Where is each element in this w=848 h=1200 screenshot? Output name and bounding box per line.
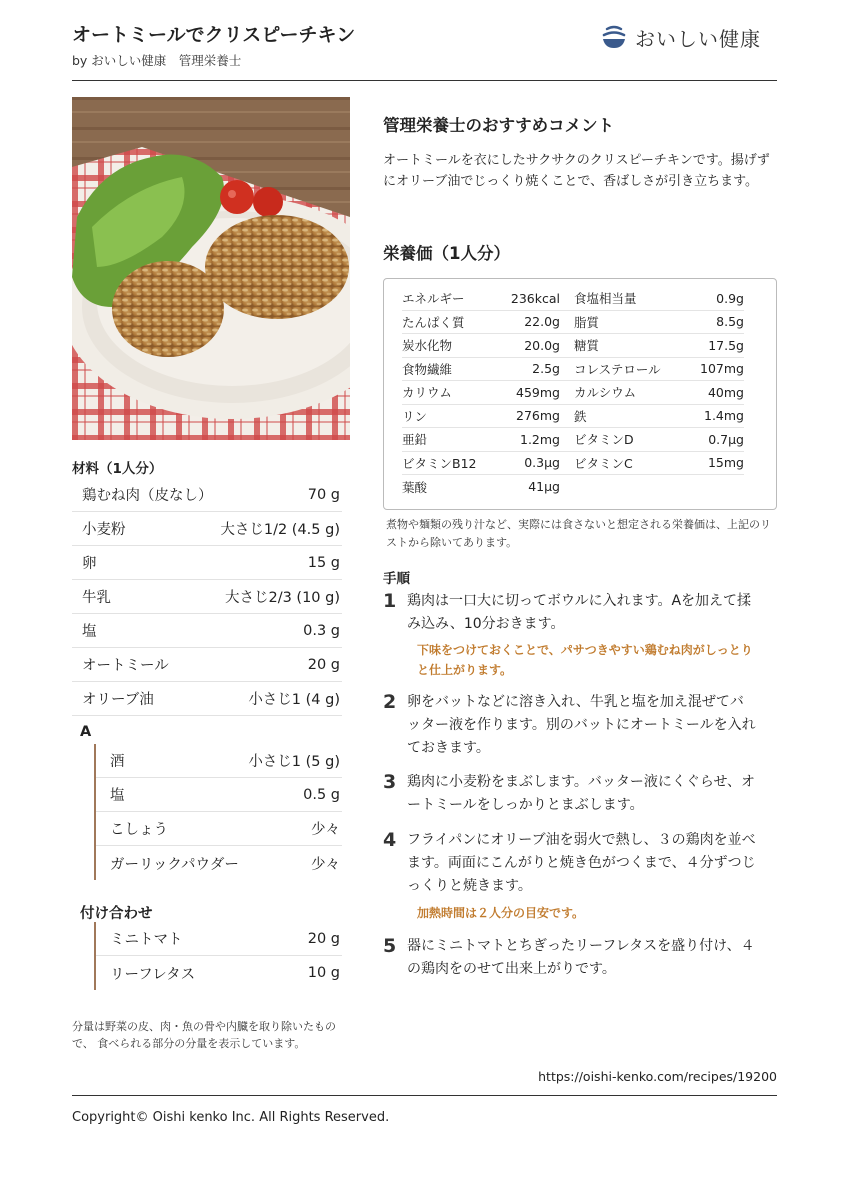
step-tip: 加熱時間は２人分の目安です。 [417,906,585,920]
nutrient-value: 22.0g [524,314,560,330]
ingredient-group-label: 付け合わせ [80,906,153,922]
ingredient-name: 酒 [110,754,125,770]
ingredient-amount: 小さじ1 (5 g) [248,754,340,770]
ingredients-list [72,478,342,990]
nutrient-name: リン [402,408,428,424]
nutrient-value: 276mg [516,408,560,424]
steps-heading: 手順 [383,571,410,587]
ingredient-row [96,956,342,990]
ingredient-name: 牛乳 [82,590,111,606]
ingredient-row [72,512,342,546]
ingredient-name: オートミール [82,658,169,674]
step-text: 鶏肉に小麦粉をまぶします。バッター液にくぐらせ、オートミールをしっかりとまぶします。 [407,774,756,813]
nutrition-row [402,287,760,311]
ingredient-name: 塩 [82,624,97,640]
step-number: 4 [383,829,397,851]
ingredient-name: ガーリックパウダー [110,856,239,873]
ingredient-amount: 20 g [307,930,340,947]
nutrient-name: カルシウム [574,385,637,401]
nutrient-value: 1.2mg [520,431,560,447]
nutrient-name: 炭水化物 [402,338,453,354]
step-tip: 下味をつけておくことで、パサつきやすい鶏むね肉がしっとりと仕上がります。 [417,643,753,677]
nutrient-name: たんぱく質 [402,314,465,330]
step-number: 1 [383,590,397,612]
ingredient-amount: 少々 [311,856,340,873]
step-text: フライパンにオリーブ油を弱火で熱し、３の鶏肉を並べます。両面にこんがりと焼き色がつくまで、４分ずつじっくりと焼きます。 [407,832,756,894]
footer-divider [72,1095,777,1096]
nutrition-row [402,334,760,358]
nutrient-value: 40mg [707,384,744,400]
nutrient-name: 亜鉛 [402,432,428,448]
step-text: 卵をバットなどに溶き入れ、牛乳と塩を加え混ぜてバッター液を作ります。別のバットにオートミールを入れておきます。 [407,694,756,756]
nutrient-name: ビタミンB12 [402,455,477,471]
nutrition-table [383,278,777,510]
recipe-url-link[interactable]: https://oishi-kenko.com/recipes/19200 [538,1069,777,1084]
nutrition-note: 煮物や麺類の残り汁など、実際には食さないと想定される栄養価は、上記のリストから除いてあります。 [386,518,771,549]
nutrient-value: 2.5g [532,361,560,377]
byline: by おいしい健康 管理栄養士 [72,53,242,68]
nutrient-name: ビタミンC [574,455,633,471]
step-text: 鶏肉は一口大に切ってボウルに入れます。Aを加えて揉み込み、10分おきます。 [407,593,752,632]
ingredient-amount: 少々 [311,822,340,838]
nutrition-row [402,452,760,476]
nutrient-name: 食塩相当量 [574,291,637,307]
ingredient-row [96,778,342,812]
nutrient-name: コレステロール [574,361,661,377]
nutrient-name: 葉酸 [402,479,428,495]
nutrient-value: 0.9g [716,290,744,306]
nutrient-value: 20.0g [524,337,560,353]
brand-logo[interactable] [601,20,761,54]
nutrient-value: 107mg [700,361,744,377]
ingredient-group-side [94,922,342,990]
comment-text: オートミールを衣にしたサクサクのクリスピーチキンです。揚げずにオリーブ油でじっくり焼くことで、香ばしさが引き立ちます。 [383,153,770,189]
nutrient-name: 食物繊維 [402,361,453,377]
ingredient-row [72,682,342,716]
ingredients-heading: 材料（1人分） [72,461,163,477]
nutrition-heading: 栄養価（1人分） [383,244,510,263]
ingredient-amount: 小さじ1 (4 g) [248,692,340,708]
nutrient-name: カリウム [402,385,452,401]
ingredient-name: 塩 [110,788,125,804]
ingredient-row [72,478,342,512]
ingredient-row [96,744,342,778]
nutrient-name: エネルギー [402,291,465,307]
ingredient-row [96,922,342,956]
ingredient-amount: 20 g [307,656,340,673]
ingredient-name: リーフレタス [110,966,196,983]
ingredient-name: こしょう [110,822,168,838]
ingredient-group-label: A [80,724,92,740]
ingredient-name: 鶏むね肉（皮なし） [82,488,213,504]
ingredient-amount: 10 g [307,965,340,981]
nutrient-value: 236kcal [510,290,560,306]
logo-text: おいしい健康 [635,26,761,51]
ingredient-amount: 0.3 g [303,622,340,639]
nutrient-value: 41µg [528,479,560,495]
nutrient-value: 8.5g [716,314,744,330]
ingredient-row [72,614,342,648]
header-divider [72,80,777,81]
nutrition-row [402,381,760,405]
page-title: オートミールでクリスピーチキン [72,24,356,46]
nutrient-value: 459mg [516,384,560,400]
nutrient-value: 17.5g [708,337,744,353]
bowl-logo-icon [601,24,627,50]
ingredient-amount: 70 g [307,486,340,503]
ingredient-group-a [94,744,342,880]
ingredient-row [72,648,342,682]
recipe-photo [72,97,350,440]
nutrient-name: 鉄 [574,408,587,424]
ingredient-name: 小麦粉 [82,522,126,538]
nutrition-row [402,358,760,382]
nutrition-row [402,475,760,499]
ingredient-row [72,546,342,580]
comment-heading: 管理栄養士のおすすめコメント [383,116,615,135]
ingredient-amount: 15 g [307,554,340,571]
nutrient-value: 0.3µg [524,455,560,471]
ingredient-name: ミニトマト [110,932,183,948]
step-number: 2 [383,691,397,713]
ingredient-amount: 0.5 g [303,786,340,803]
ingredient-row [96,812,342,846]
ingredient-amount: 大さじ1/2 (4.5 g) [220,522,340,538]
nutrition-row [402,405,760,429]
ingredient-row [96,846,342,880]
nutrient-name: ビタミンD [574,432,634,448]
ingredient-name: オリーブ油 [82,692,154,708]
nutrient-value: 1.4mg [704,408,744,424]
ingredient-name: 卵 [82,556,97,572]
nutrient-value: 15mg [707,455,744,471]
step-text: 器にミニトマトとちぎったリーフレタスを盛り付け、４の鶏肉をのせて出来上がりです。 [407,938,755,977]
step-number: 5 [383,935,397,957]
step-number: 3 [383,771,397,793]
nutrient-value: 0.7µg [708,431,744,447]
copyright: Copyright© Oishi kenko Inc. All Rights Reserved. [72,1110,390,1125]
ingredient-row [72,580,342,614]
ingredients-note: 分量は野菜の皮、肉・魚の骨や内臓を取り除いたもので、 食べられる部分の分量を表示しています。 [72,1020,336,1050]
nutrition-row [402,311,760,335]
nutrient-name: 脂質 [574,314,600,330]
nutrient-name: 糖質 [574,338,600,354]
ingredient-amount: 大さじ2/3 (10 g) [224,590,340,606]
nutrition-row [402,428,760,452]
